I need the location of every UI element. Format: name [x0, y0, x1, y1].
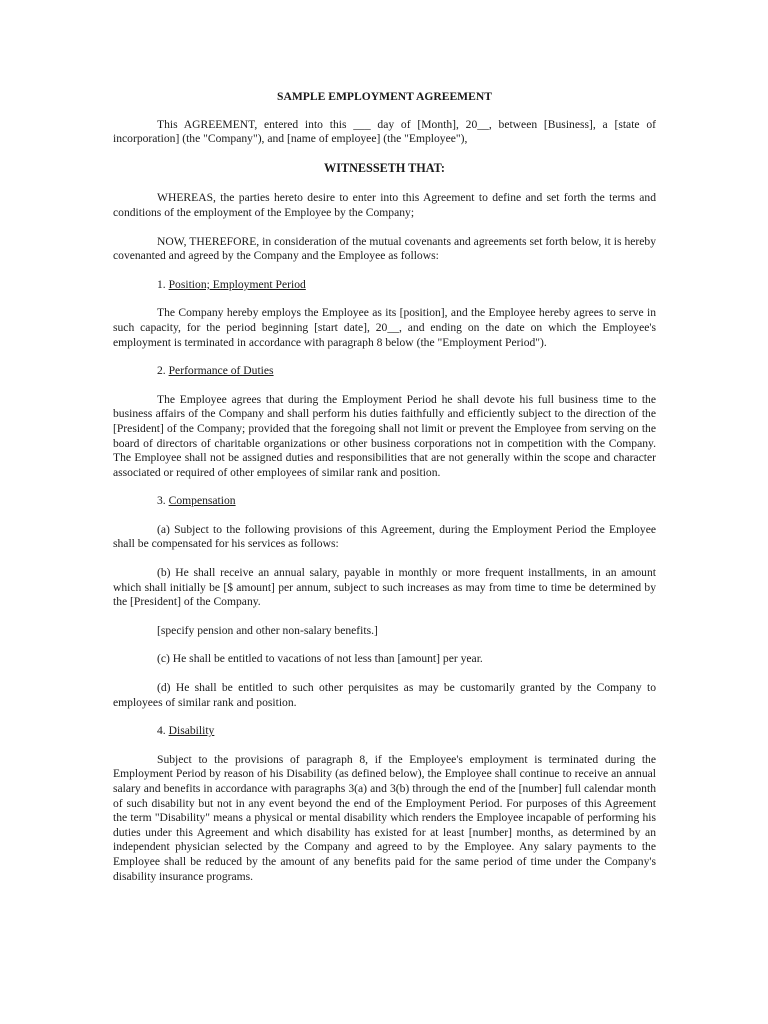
section-1-heading — [113, 278, 656, 293]
section-1-number: 1. — [157, 277, 166, 291]
section-3d-paragraph: (d) He shall be entitled to such other perquisites as may be customarily granted by the Company to employees of similar rank and position. — [113, 681, 656, 709]
section-3-number: 3. — [157, 494, 166, 508]
document-title: SAMPLE EMPLOYMENT AGREEMENT — [277, 90, 492, 103]
section-3-heading — [113, 494, 656, 509]
section-2-heading — [113, 364, 656, 379]
section-3b-paragraph: (b) He shall receive an annual salary, payable in monthly or more frequent installments, in an amount which shall initially be [$ amount] per annum, subject to such increases as may from time to time be determined by the [President] of the Company. — [113, 566, 656, 609]
section-3c-paragraph: (c) He shall be entitled to vacations of not less than [amount] per year. — [157, 652, 483, 666]
section-2-title: Performance of Duties — [168, 364, 274, 378]
section-2-number: 2. — [157, 364, 166, 378]
section-3-title: Compensation — [168, 494, 236, 508]
section-3a-paragraph: (a) Subject to the following provisions of this Agreement, during the Employment Period the Employee shall be compensated for his services as follows: — [113, 522, 656, 551]
section-4-number: 4. — [157, 724, 166, 738]
section-4-heading — [113, 724, 656, 739]
section-2-paragraph: The Employee agrees that during the Employment Period he shall devote his full business time to the business affairs of the Company and shall perform his duties faithfully and efficiently subject to the direction of the [President] of the Company; provided that the foregoing shall not limit or prevent the Employee from serving on the board of directors of charitable organizations or other business corporations not in competition with the Company. The Employee shall not be assigned duties and responsibilities that are not generally within the scope and character associated or required of other employees of similar rank and position. — [113, 392, 656, 479]
section-4-title: Disability — [168, 724, 215, 738]
witnesseth-heading: WITNESSETH THAT: — [324, 160, 445, 175]
document-body — [113, 90, 656, 898]
section-1-title: Position; Employment Period — [168, 277, 306, 291]
now-therefore-paragraph: NOW, THEREFORE, in consideration of the mutual covenants and agreements set forth below, it is hereby covenanted and agreed by the Company and the Employee as follows: — [113, 234, 656, 263]
intro-paragraph: This AGREEMENT, entered into this ___ day of [Month], 20__, between [Business], a [state of incorporation] (the "Company"), and [name of employee] (the "Employee"), — [113, 117, 656, 146]
section-4-paragraph: Subject to the provisions of paragraph 8, if the Employee's employment is terminated during the Employment Period by reason of his Disability (as defined below), the Employee shall continue to receive an annual salary and benefits in accordance with paragraphs 3(a) and 3(b) through the end of the [number] full calendar month of such disability but not in any event beyond the end of the Employment Period. For purposes of this Agreement the term "Disability" means a physical or mental disability which renders the Employee incapable of performing his duties under this Agreement and which disability has existed for at least [number] months, as determined by an independent physician selected by the Company and agreed to by the Employee. Any salary payments to the Employee shall be reduced by the amount of any benefits paid for the same period of time under the Company's disability insurance programs. — [113, 752, 656, 883]
section-1-paragraph: The Company hereby employs the Employee as its [position], and the Employee hereby agrees to serve in such capacity, for the period beginning [start date], 20__, and ending on the date on which the Employee's employment is terminated in accordance with paragraph 8 below (the "Employment Period"). — [113, 306, 656, 349]
section-3-specify-note: [specify pension and other non-salary benefits.] — [157, 623, 378, 637]
whereas-paragraph: WHEREAS, the parties hereto desire to enter into this Agreement to define and set forth the terms and conditions of the employment of the Employee by the Company; — [113, 191, 656, 219]
